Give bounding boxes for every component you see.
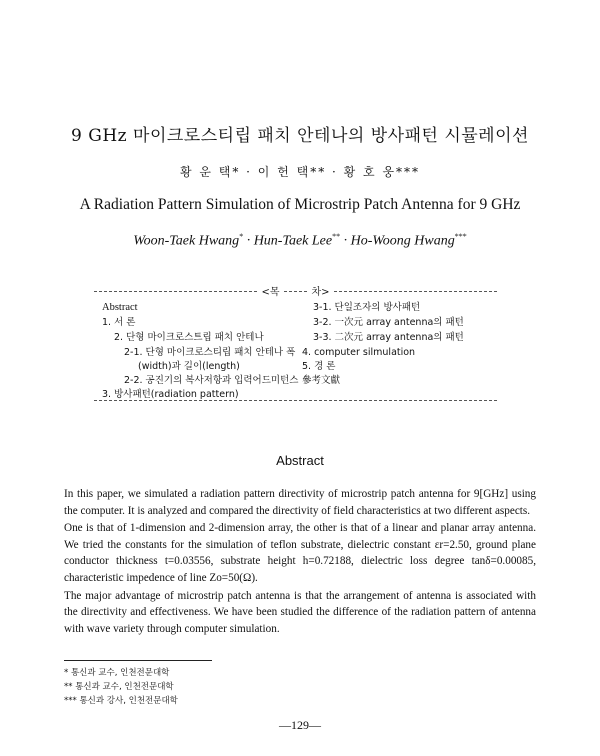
toc-item: Abstract — [102, 302, 138, 313]
authors-korean: 황 운 택* · 이 헌 택** · 황 호 웅*** — [179, 165, 421, 179]
toc-item: 5. 경 론 — [302, 361, 336, 372]
abstract-paragraph: In this paper, we simulated a radiation pattern directivity of microstrip patch antenna for 9[GHz] using the computer. It is analyzed and compared the directivity of field characteristics at two different aspects. — [64, 488, 536, 517]
table-of-contents — [94, 287, 497, 401]
toc-item: 3-3. 二次元 array antenna의 패턴 — [313, 332, 464, 343]
footnote: ** 통신과 교수, 인천전문대학 — [64, 682, 174, 692]
toc-heading-right: 차> — [309, 287, 333, 298]
toc-item: 3-2. 一次元 array antenna의 패턴 — [313, 317, 464, 328]
title-korean: 9 GHz 마이크로스티립 패치 안테나의 방사패턴 시뮬레이션 — [71, 126, 529, 146]
toc-item: 參考文獻 — [302, 375, 341, 386]
toc-item: 2-1. 단형 마이크로스티립 패치 안테나 폭 — [124, 347, 296, 358]
author-2-mark: ** — [332, 232, 341, 241]
abstract-paragraph: One is that of 1-dimension and 2-dimension array, the other is that of a linear and planar array antenna. We tried the constants for the simulation of teflon substrate, dielectric constant εr=2.50, ground plane conductor thickness t=0.03556, substrate height h=0.72188, dielectric loss degree tanδ=0.00085, characteristic impedence of line Zo=50(Ω). — [64, 522, 536, 584]
author-1-mark: * — [239, 232, 244, 241]
author-1: Woon-Taek Hwang — [133, 233, 240, 249]
abstract-body — [64, 486, 536, 638]
abstract-paragraph: The major advantage of microstrip patch antenna is that the arrangement of antenna is associated with the directivity and effectiveness. We have been studied the difference of the radiation pattern of antenna with wave variety through computer simulation. — [64, 589, 536, 635]
author-3: Ho-Woong Hwang — [350, 233, 455, 249]
title-english: A Radiation Pattern Simulation of Microstrip Patch Antenna for 9 GHz — [79, 196, 521, 213]
toc-item: 4. computer silmulation — [302, 347, 416, 358]
toc-item: 2-2. 공진기의 복사저항과 입력어드미턴스 — [124, 375, 299, 386]
author-2: Hun-Taek Lee — [253, 233, 333, 249]
abstract-heading: Abstract — [276, 453, 324, 468]
footnote: * 통신과 교수, 인천전문대학 — [64, 668, 170, 678]
toc-heading-left: <목 — [258, 287, 282, 298]
author-3-mark: *** — [454, 232, 467, 241]
toc-heading — [94, 283, 497, 298]
toc-item: 3-1. 단일조자의 방사패턴 — [313, 302, 421, 313]
footnote: *** 통신과 강사, 인천전문대학 — [64, 696, 178, 706]
authors-english — [0, 232, 600, 250]
page-number: —129— — [279, 718, 321, 732]
author-separator: · — [340, 233, 351, 249]
footnote-divider — [64, 660, 212, 661]
toc-item: 1. 서 론 — [102, 317, 136, 328]
toc-item: 3. 방사패턴(radiation pattern) — [102, 389, 239, 400]
toc-item: (width)과 길이(length) — [138, 361, 240, 372]
author-separator: · — [243, 233, 254, 249]
toc-item: 2. 단형 마이크로스트립 패치 안테나 — [114, 332, 264, 343]
